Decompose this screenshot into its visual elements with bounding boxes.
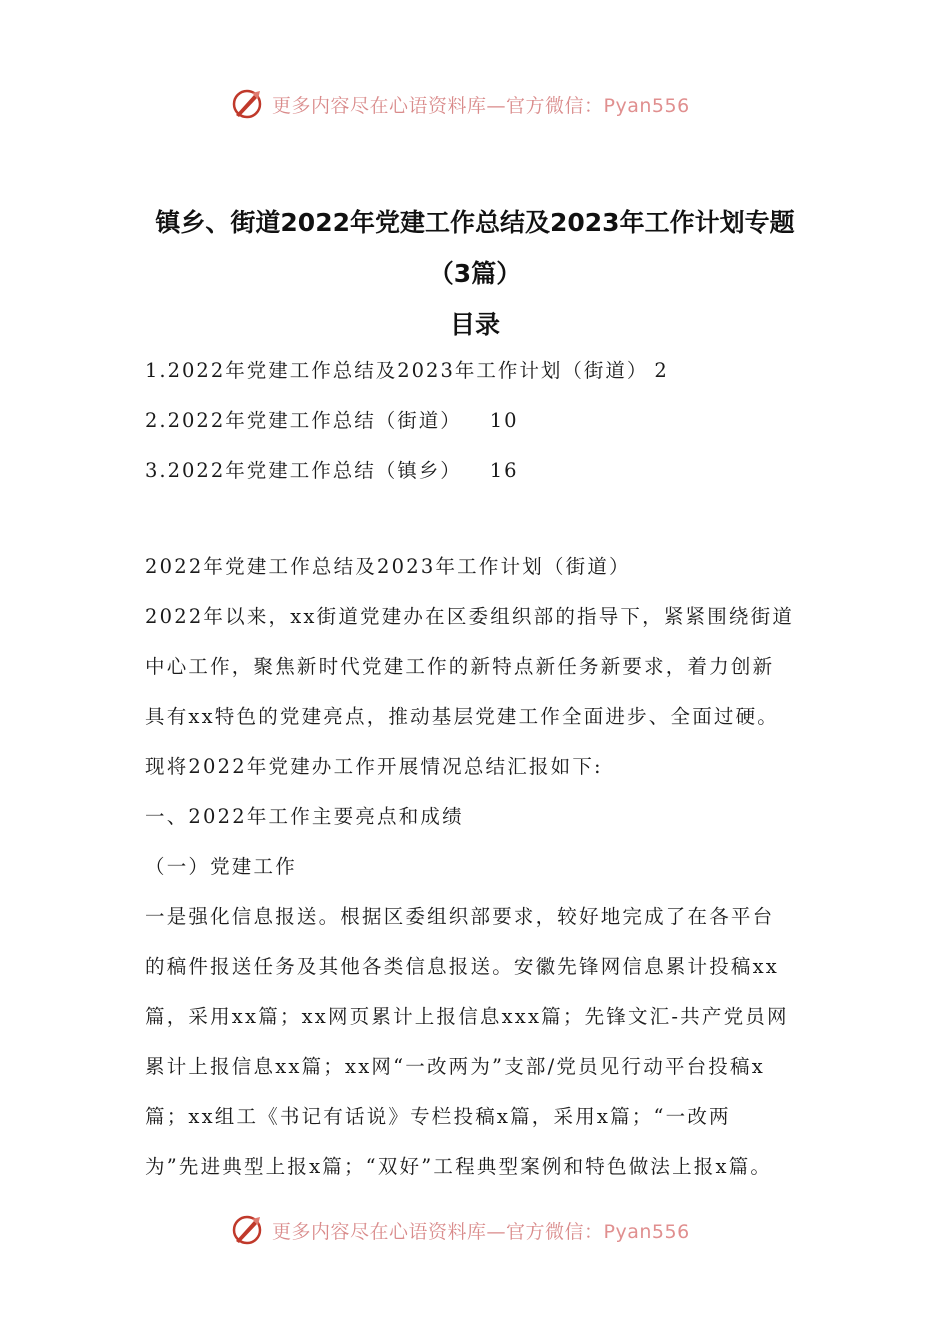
quill-logo-icon (230, 1213, 264, 1247)
toc-item-label: 1.2022年党建工作总结及2023年工作计划（街道） (145, 359, 649, 382)
toc-item-page: 10 (489, 409, 519, 432)
toc-item-page: 2 (654, 359, 669, 382)
watermark-text: 更多内容尽在心语资料库—官方微信：Pyan556 (272, 1220, 690, 1243)
subsection-heading: 一、2022年工作主要亮点和成绩 (145, 805, 464, 828)
body-line: 中心工作，聚焦新时代党建工作的新特点新任务新要求，着力创新 (145, 655, 775, 678)
subsection-heading: （一）党建工作 (145, 855, 297, 878)
section-heading: 2022年党建工作总结及2023年工作计划（街道） (145, 555, 631, 578)
toc-item-label: 2.2022年党建工作总结（街道） (145, 409, 462, 432)
body-line: 一是强化信息报送。根据区委组织部要求，较好地完成了在各平台 (145, 905, 775, 928)
body-line: 累计上报信息xx篇；xx网“一改两为”支部/党员见行动平台投稿x (145, 1055, 765, 1078)
watermark-top (230, 86, 750, 122)
toc-heading: 目录 (449, 310, 500, 339)
body-line: 篇，采用xx篇；xx网页累计上报信息xxx篇；先锋文汇-共产党员网 (145, 1005, 789, 1028)
body-line: 2022年以来，xx街道党建办在区委组织部的指导下，紧紧围绕街道 (145, 605, 795, 628)
watermark-text: 更多内容尽在心语资料库—官方微信：Pyan556 (272, 94, 690, 117)
quill-logo-icon (230, 87, 264, 121)
toc-item-1[interactable] (145, 355, 669, 383)
body-line: 现将2022年党建办工作开展情况总结汇报如下: (145, 755, 603, 778)
toc-item-3[interactable] (145, 455, 519, 483)
toc-item-2[interactable] (145, 405, 519, 433)
toc-item-page: 16 (489, 459, 519, 482)
body-line: 为”先进典型上报x篇；“双好”工程典型案例和特色做法上报x篇。 (145, 1155, 773, 1178)
body-line: 具有xx特色的党建亮点，推动基层党建工作全面进步、全面过硬。 (145, 705, 779, 728)
body-line: 的稿件报送任务及其他各类信息报送。安徽先锋网信息累计投稿xx (145, 955, 779, 978)
body-line: 篇；xx组工《书记有话说》专栏投稿x篇，采用x篇；“一改两 (145, 1105, 731, 1128)
document-subtitle: （3篇） (428, 259, 522, 288)
toc-item-label: 3.2022年党建工作总结（镇乡） (145, 459, 462, 482)
watermark-bottom (230, 1212, 750, 1248)
document-title: 镇乡、街道2022年党建工作总结及2023年工作计划专题 (155, 208, 795, 237)
